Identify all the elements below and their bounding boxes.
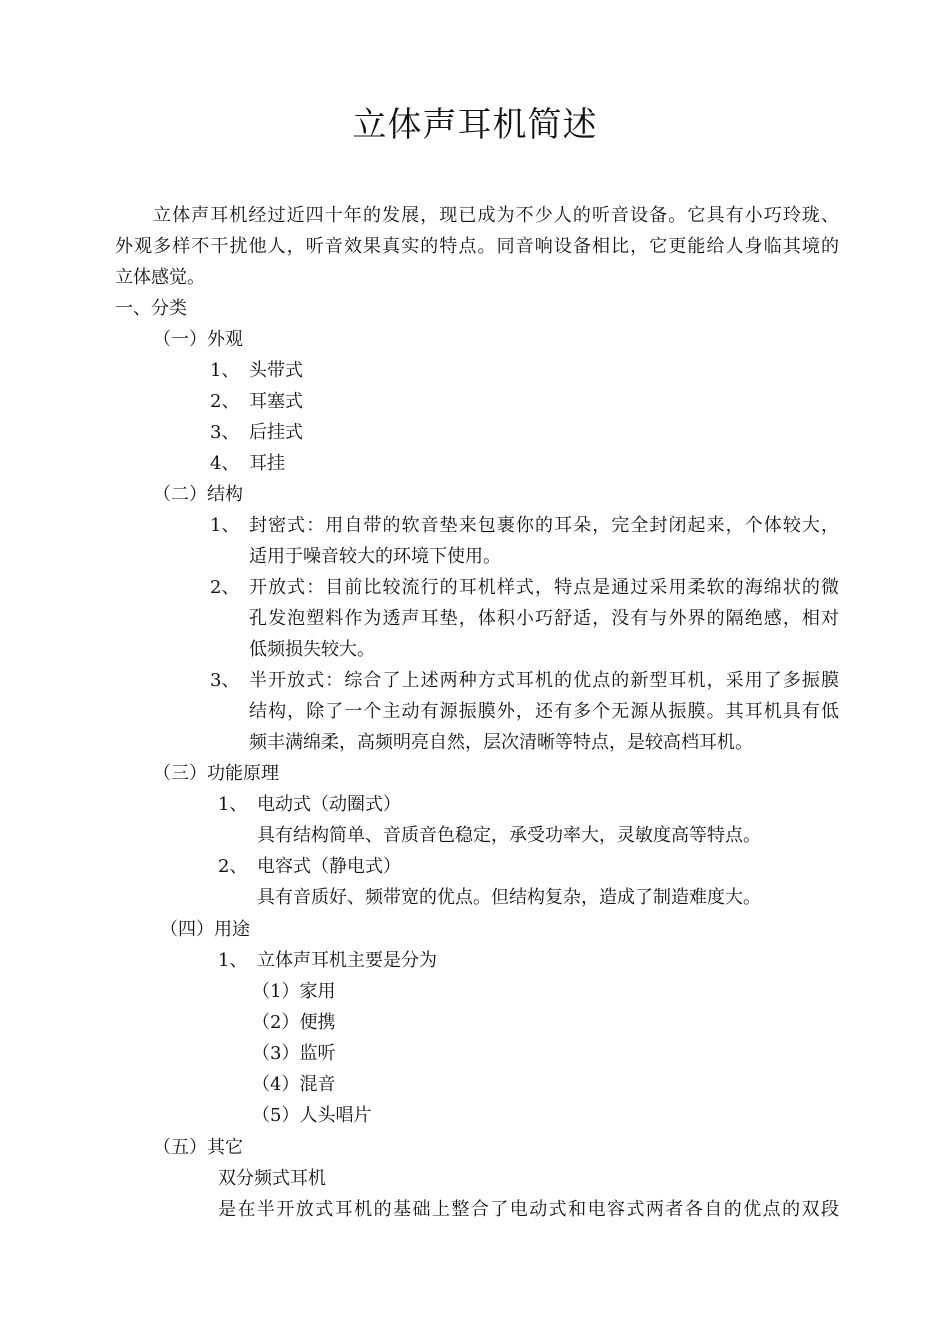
list-item-desc: 具有音质好、频带宽的优点。但结构复杂，造成了制造难度大。	[257, 887, 761, 908]
list-number: 1、	[218, 950, 248, 971]
intro-line-1: 立体声耳机经过近四十年的发展，现已成为不少人的听音设备。它具有小巧玲珑、	[153, 205, 839, 226]
list-item-desc: 具有结构简单、音质音色稳定，承受功率大，灵敏度高等特点。	[257, 825, 761, 846]
list-number: 2、	[218, 856, 248, 877]
list-item-text: 立体声耳机主要是分为	[257, 950, 437, 971]
list-item-title: 电动式（动圈式）	[257, 794, 401, 815]
subsection-heading-other: （五）其它	[153, 1137, 243, 1158]
list-item-text: 头带式	[249, 360, 303, 381]
subsection-heading-principle: （三）功能原理	[153, 763, 279, 784]
list-item-text: 开放式：目前比较流行的耳机样式，特点是通过采用柔软的海绵状的微	[249, 577, 839, 598]
list-item-text: 孔发泡塑料作为透声耳垫，体积小巧舒适，没有与外界的隔绝感，相对	[249, 608, 839, 629]
list-number: 1、	[210, 515, 240, 536]
document-title: 立体声耳机简述	[352, 105, 598, 145]
subsection-heading-appearance: （一）外观	[153, 329, 243, 350]
list-number: 3、	[210, 670, 240, 691]
list-item-text: 低频损失较大。	[249, 639, 375, 660]
paragraph-line: 是在半开放式耳机的基础上整合了电动式和电容式两者各自的优点的双段	[218, 1199, 839, 1220]
list-number: 3、	[210, 422, 240, 443]
list-item-text: 半开放式：综合了上述两种方式耳机的优点的新型耳机，采用了多振膜	[249, 670, 839, 691]
intro-line-3: 立体感觉。	[115, 267, 205, 288]
list-number: 2、	[210, 577, 240, 598]
list-item-text: 频丰满绵柔，高频明亮自然，层次清晰等特点，是较高档耳机。	[249, 732, 753, 753]
list-item-text: 适用于噪音较大的环境下使用。	[249, 546, 501, 567]
subsection-heading-usage: （四）用途	[160, 919, 250, 940]
list-number: 4、	[210, 453, 240, 474]
sub-list-item: （4）混音	[252, 1074, 336, 1095]
sub-list-item: （3）监听	[252, 1043, 336, 1064]
list-number: 1、	[218, 794, 248, 815]
intro-line-2: 外观多样不干扰他人，听音效果真实的特点。同音响设备相比，它更能给人身临其境的	[115, 236, 839, 257]
list-item-text: 后挂式	[249, 422, 303, 443]
section-heading: 一、分类	[115, 298, 187, 319]
list-item-title: 电容式（静电式）	[257, 856, 401, 877]
sub-list-item: （1）家用	[252, 981, 336, 1002]
list-item-text: 结构，除了一个主动有源振膜外，还有多个无源从振膜。其耳机具有低	[249, 701, 839, 722]
sub-list-item: （5）人头唱片	[252, 1105, 372, 1126]
list-item-text: 封密式：用自带的软音垫来包裹你的耳朵，完全封闭起来，个体较大，	[249, 515, 839, 536]
paragraph-line: 双分频式耳机	[218, 1168, 326, 1189]
sub-list-item: （2）便携	[252, 1012, 336, 1033]
list-item-text: 耳塞式	[249, 391, 303, 412]
list-number: 2、	[210, 391, 240, 412]
list-number: 1、	[210, 360, 240, 381]
subsection-heading-structure: （二）结构	[153, 484, 243, 505]
list-item-text: 耳挂	[249, 453, 285, 474]
